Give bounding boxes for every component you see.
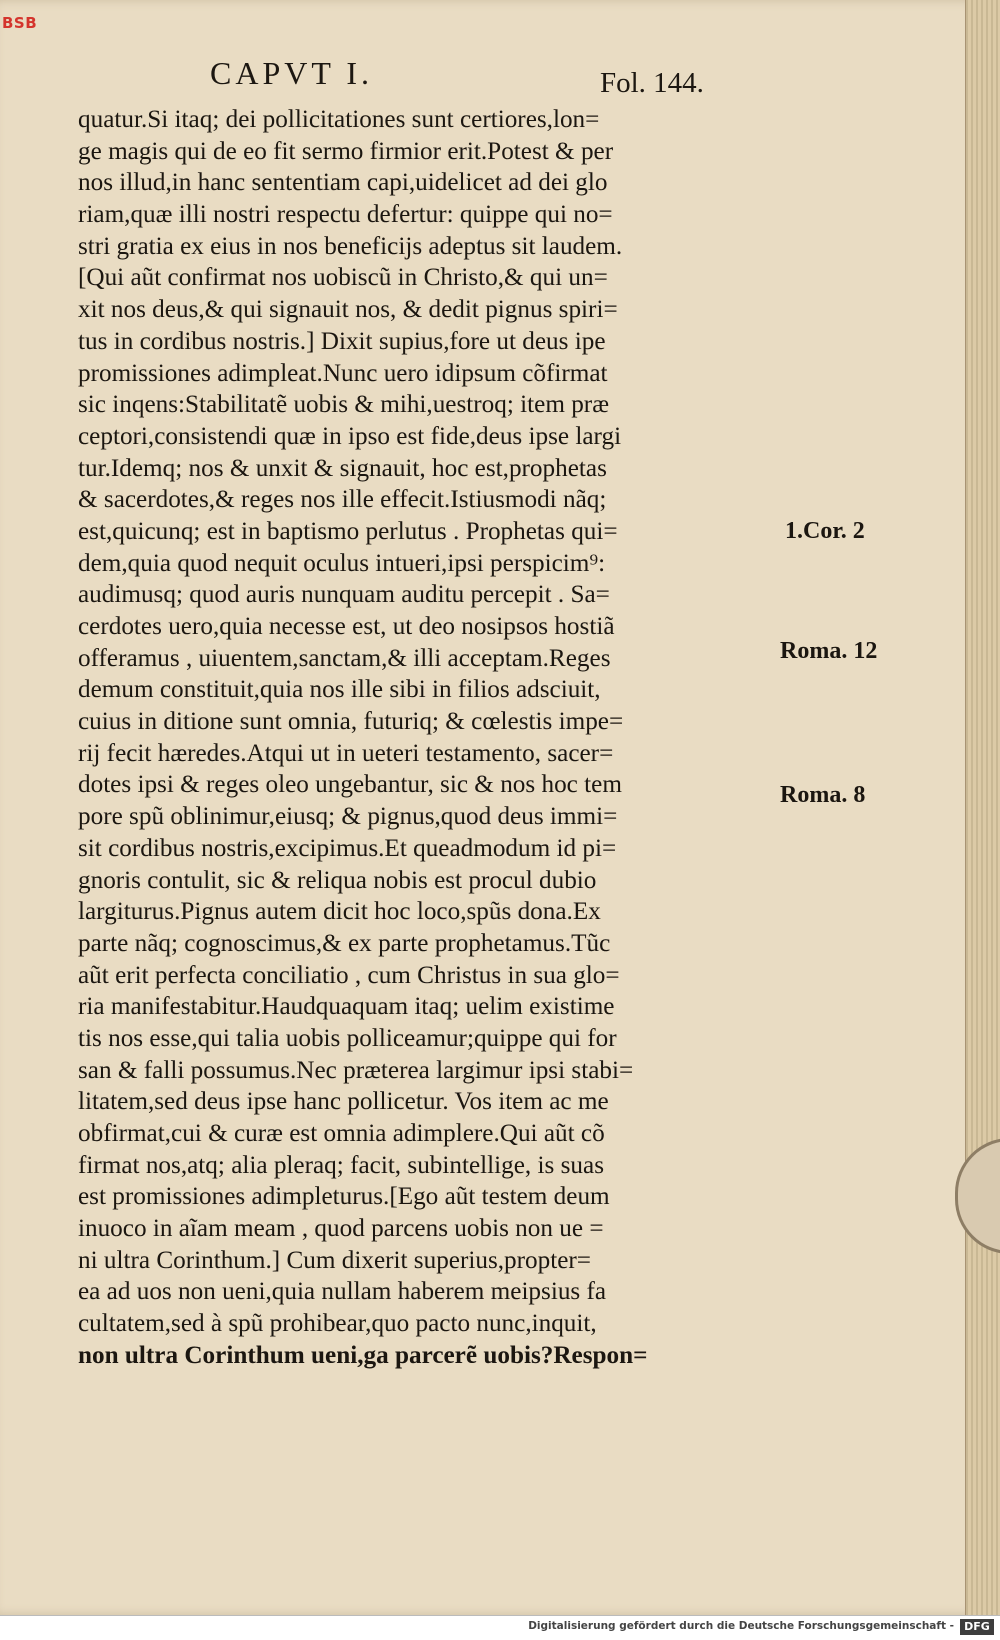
page-edges: [965, 0, 1000, 1615]
text-line: tur.Idemq; nos & unxit & signauit, hoc est,prophetas: [78, 454, 607, 482]
text-line: largiturus.Pignus autem dicit hoc loco,spũs dona.Ex: [78, 898, 601, 926]
text-line: ea ad uos non ueni,quia nullam haberem meipsius fa: [78, 1278, 607, 1306]
text-line: promissiones adimpleat.Nunc uero idipsum cõfirmat: [78, 359, 608, 387]
text-line: ceptori,consistendi quæ in ipso est fide,deus ipse largi: [78, 422, 622, 450]
text-line: audimusq; quod auris nunquam auditu percepit . Sa=: [78, 581, 610, 609]
dfg-logo: DFG: [960, 1619, 994, 1635]
text-line: demum constituit,quia nos ille sibi in filios adsciuit,: [78, 676, 601, 704]
text-line: cerdotes uero,quia necesse est, ut deo nosipsos hostiã: [78, 613, 615, 640]
text-line: cultatem,sed à spũ prohibear,quo pacto nunc,inquit,: [78, 1310, 597, 1338]
text-line: firmat nos,atq; alia pleraq; facit, subintellige, is suas: [78, 1151, 604, 1179]
funding-credit: Digitalisierung gefördert durch die Deutsche Forschungsgemeinschaft -: [528, 1620, 954, 1632]
text-line: obfirmat,cui & curæ est omnia adimplere.Qui aũt cõ: [78, 1120, 605, 1147]
library-mark: BSB: [2, 14, 38, 32]
text-line: xit nos deus,& qui signauit nos, & dedit pignus spiri=: [78, 296, 618, 324]
text-line: aũt erit perfecta conciliatio , cum Christus in sua glo=: [78, 961, 620, 989]
text-line: & sacerdotes,& reges nos ille effecit.Istiusmodi nãq;: [78, 486, 607, 514]
text-line: sit cordibus nostris,excipimus.Et queadmodum id pi=: [78, 834, 617, 862]
text-line: riam,quæ illi nostri respectu defertur: quippe qui no=: [78, 201, 613, 229]
text-line: est,quicunq; est in baptismo perlutus . Prophetas qui=: [78, 517, 618, 545]
text-line: tis nos esse,qui talia uobis polliceamur;quippe qui for: [78, 1024, 617, 1052]
text-line: ni ultra Corinthum.] Cum dixerit superius,propter=: [78, 1246, 591, 1274]
text-line: pore spũ oblinimur,eiusq; & pignus,quod deus immi=: [78, 803, 618, 831]
text-line: ge magis qui de eo fit sermo firmior erit.Potest & per: [78, 137, 614, 165]
folio-number: Fol. 144.: [600, 67, 704, 99]
text-line: parte nãq; cognoscimus,& ex parte prophetamus.Tũc: [78, 929, 611, 957]
margin-note-roma-8: Roma. 8: [780, 782, 866, 808]
page-header: [0, 55, 900, 105]
text-line: litatem,sed deus ipse hanc pollicetur. Vos item ac me: [78, 1088, 609, 1116]
text-line: offeramus , uiuentem,sanctam,& illi acceptam.Reges: [78, 644, 611, 672]
text-line: san & falli possumus.Nec præterea largimur ipsi stabi=: [78, 1056, 634, 1084]
margin-note-roma-12: Roma. 12: [780, 638, 878, 664]
text-line: stri gratia ex eius in nos beneficijs adeptus sit laudem.: [78, 232, 623, 260]
text-line: dotes ipsi & reges oleo ungebantur, sic & nos hoc tem: [78, 771, 622, 799]
text-line: rij fecit hæredes.Atqui ut in ueteri testamento, sacer=: [78, 739, 614, 767]
text-line: est promissiones adimpleturus.[Ego aũt testem deum: [78, 1183, 610, 1211]
text-line: gnoris contulit, sic & reliqua nobis est procul dubio: [78, 866, 597, 894]
text-line: dem,quia quod nequit oculus intueri,ipsi perspicim⁹:: [78, 549, 606, 577]
text-line: sic inqens:Stabilitatẽ uobis & mihi,uestroq; item præ: [78, 391, 609, 419]
text-line: [Qui aũt confirmat nos uobiscũ in Christo,& qui un=: [78, 264, 608, 292]
text-line: ria manifestabitur.Haudquaquam itaq; uelim existime: [78, 993, 615, 1021]
margin-note-1cor: 1.Cor. 2: [785, 518, 865, 544]
digitization-footer: [0, 1615, 1000, 1640]
text-line: quatur.Si itaq; dei pollicitationes sunt certiores,lon=: [78, 106, 600, 133]
running-head: CAPVT I.: [210, 55, 373, 91]
text-line: nos illud,in hanc sententiam capi,uidelicet ad dei glo: [78, 169, 608, 197]
text-line: tus in cordibus nostris.] Dixit supius,fore ut deus ipe: [78, 327, 606, 355]
text-line: non ultra Corinthum ueni,ga parcerẽ uobis?Respon=: [78, 1341, 648, 1369]
body-text: [78, 104, 778, 1372]
text-line: cuius in ditione sunt omnia, futuriq; & cœlestis impe=: [78, 708, 624, 736]
text-line: inuoco in aĩam meam , quod parcens uobis non ue =: [78, 1215, 604, 1243]
